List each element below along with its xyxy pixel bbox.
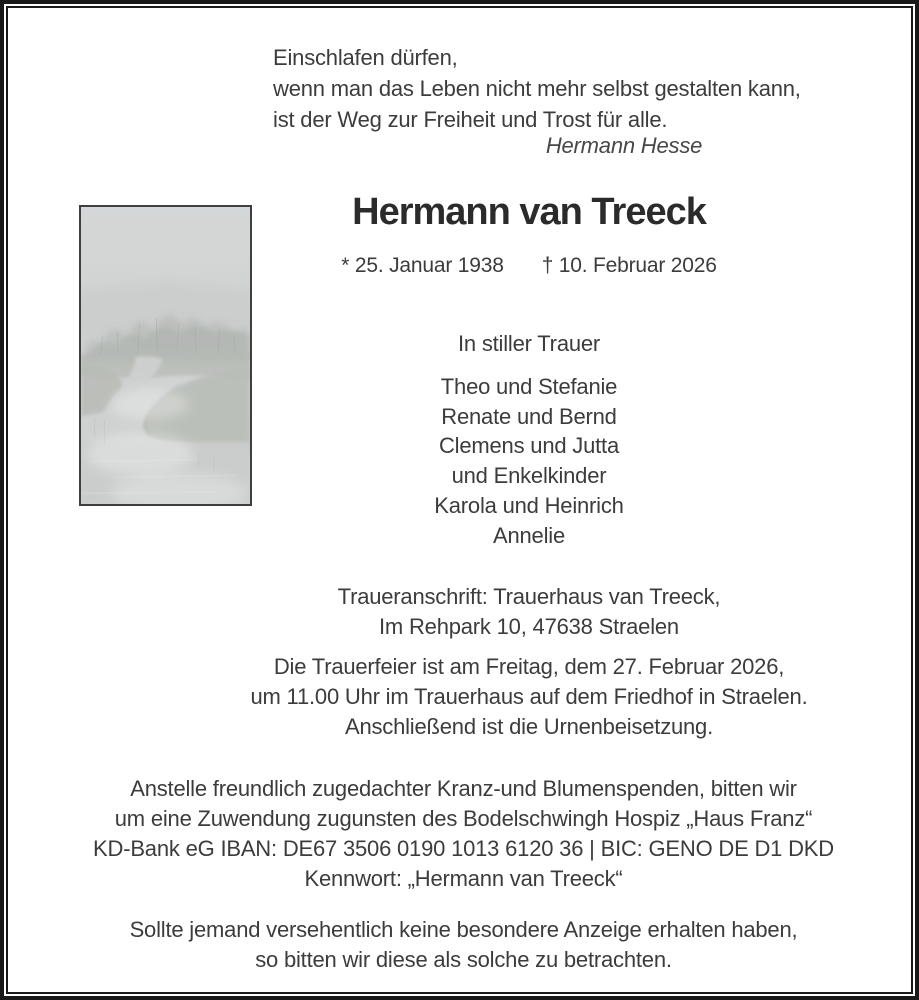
service-line: um 11.00 Uhr im Trauerhaus auf dem Friedhof in Straelen. [250, 684, 808, 709]
address-line: Im Rehpark 10, 47638 Straelen [379, 614, 679, 639]
family-member-line: Renate und Bernd [441, 403, 617, 429]
family-member-line: Clemens und Jutta [438, 433, 620, 459]
family-member-line: Karola und Heinrich [434, 492, 624, 518]
life-dates [244, 251, 814, 281]
closing-notice [4, 915, 919, 975]
donation-line: Anstelle freundlich zugedachter Kranz-und Blumenspenden, bitten wir [130, 776, 797, 801]
death-date: † 10. Februar 2026 [541, 254, 717, 277]
quote-attribution: Hermann Hesse [545, 133, 703, 158]
quote-line: ist der Weg zur Freiheit und Trost für alle. [273, 107, 668, 132]
notice-line: so bitten wir diese als solche zu betrachten. [255, 947, 672, 972]
landscape-artwork [81, 207, 250, 504]
notice-line: Sollte jemand versehentlich keine besondere Anzeige erhalten haben, [129, 917, 798, 942]
funeral-service-info [244, 652, 814, 742]
service-line: Die Trauerfeier ist am Freitag, dem 27. Februar 2026, [273, 654, 785, 679]
family-member-line: und Enkelkinder [451, 463, 607, 489]
donation-line: um eine Zuwendung zugunsten des Bodelschwingh Hospiz „Haus Franz“ [114, 806, 813, 831]
donation-line: KD-Bank eG IBAN: DE67 3506 0190 1013 6120 36 | BIC: GENO DE D1 DKD [93, 836, 834, 861]
address-line: Traueranschrift: Trauerhaus van Treeck, [337, 584, 721, 609]
quote-line: wenn man das Leben nicht mehr selbst gestalten kann, [273, 76, 801, 101]
deceased-name: Hermann van Treeck [352, 191, 706, 233]
donation-info [4, 774, 919, 894]
mourning-address [244, 582, 814, 642]
family-member-line: Theo und Stefanie [440, 374, 618, 399]
family-member-line: Annelie [493, 522, 565, 548]
donation-line: Kennwort: „Hermann van Treeck“ [304, 866, 623, 891]
mourning-intro: In stiller Trauer [457, 331, 601, 356]
service-line: Anschließend ist die Urnenbeisetzung. [344, 714, 714, 739]
memorial-photo [79, 205, 252, 506]
birth-date: * 25. Januar 1938 [341, 254, 504, 277]
quote-block [273, 42, 801, 135]
quote-line: Einschlafen dürfen, [273, 45, 458, 70]
family-list [244, 372, 814, 550]
